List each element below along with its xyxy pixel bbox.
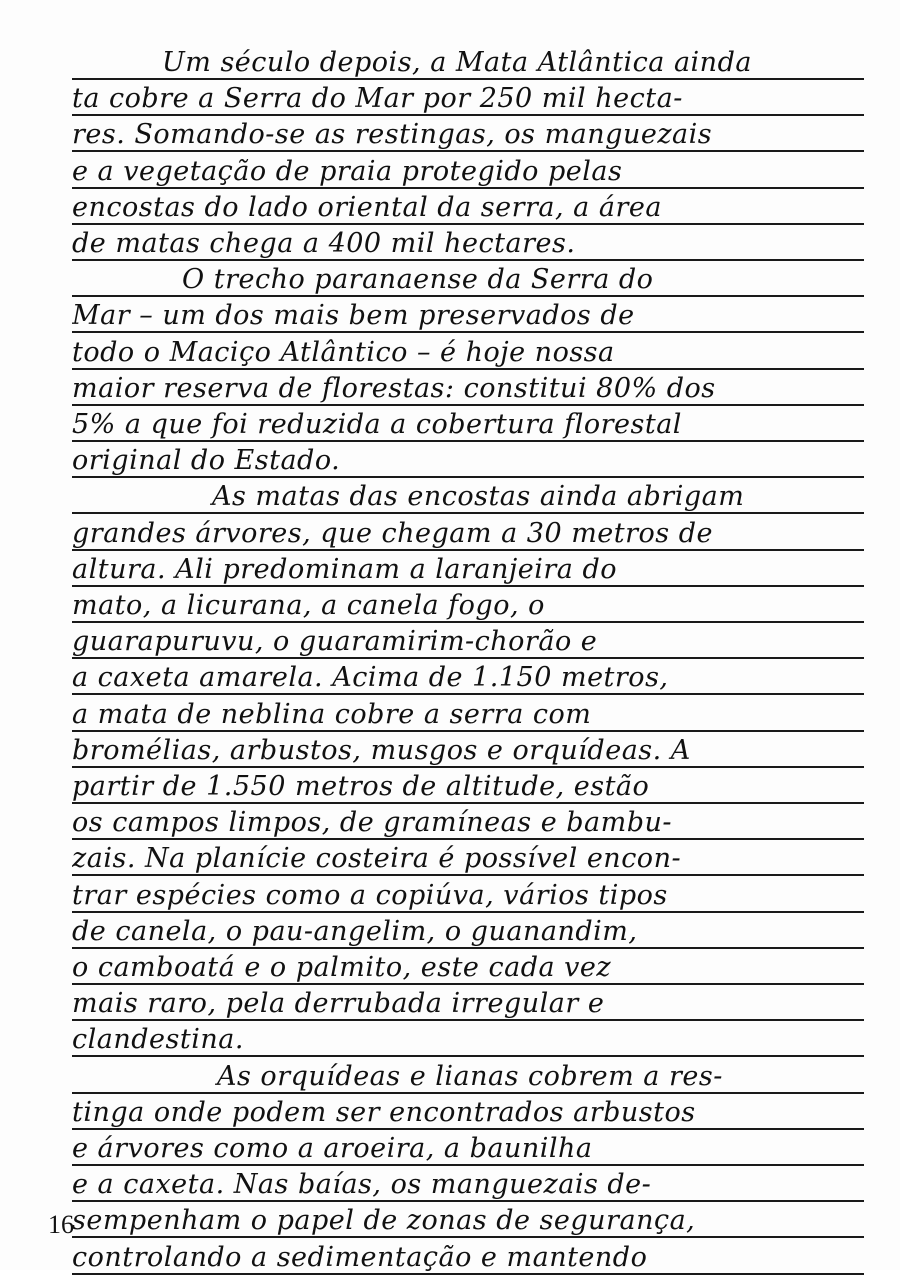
page-number: 16 xyxy=(48,1210,74,1239)
handwritten-line: Mar – um dos mais bem preservados de xyxy=(72,300,635,331)
handwritten-line: zais. Na planície costeira é possível encon- xyxy=(72,843,682,874)
handwritten-line: de matas chega a 400 mil hectares. xyxy=(72,228,576,259)
handwritten-line: mais raro, pela derrubada irregular e xyxy=(72,988,605,1019)
handwritten-line: clandestina. xyxy=(72,1024,244,1055)
handwritten-line: a mata de neblina cobre a serra com xyxy=(72,699,592,730)
handwritten-line: ta cobre a Serra do Mar por 250 mil hecta- xyxy=(72,83,683,114)
handwritten-line: e a vegetação de praia protegido pelas xyxy=(72,156,623,187)
handwritten-line: sempenham o papel de zonas de segurança, xyxy=(72,1205,696,1236)
handwritten-line: altura. Ali predominam a laranjeira do xyxy=(72,554,618,585)
handwritten-line: 5% a que foi reduzida a cobertura florestal xyxy=(72,409,682,440)
handwritten-line: todo o Maciço Atlântico – é hoje nossa xyxy=(72,337,615,368)
handwritten-line: mato, a licurana, a canela fogo, o xyxy=(72,590,545,621)
handwritten-line: O trecho paranaense da Serra do xyxy=(182,264,654,295)
handwritten-line: As orquídeas e lianas cobrem a res- xyxy=(217,1061,723,1092)
handwritten-line: os campos limpos, de gramíneas e bambu- xyxy=(72,807,673,838)
handwritten-line: partir de 1.550 metros de altitude, estão xyxy=(72,771,650,802)
handwritten-line: trar espécies como a copiúva, vários tipos xyxy=(72,880,668,911)
handwritten-line: Um século depois, a Mata Atlântica ainda xyxy=(162,47,752,78)
handwritten-line: controlando a sedimentação e mantendo xyxy=(72,1242,648,1273)
handwritten-line: As matas das encostas ainda abrigam xyxy=(212,481,745,512)
handwritten-line: e a caxeta. Nas baías, os manguezais de- xyxy=(72,1169,652,1200)
handwritten-line: guarapuruvu, o guaramirim-chorão e xyxy=(72,626,598,657)
handwritten-line: original do Estado. xyxy=(72,445,341,476)
handwritten-line: maior reserva de florestas: constitui 80% dos xyxy=(72,373,716,404)
handwritten-line: tinga onde podem ser encontrados arbustos xyxy=(72,1097,696,1128)
handwritten-line: o camboatá e o palmito, este cada vez xyxy=(72,952,612,983)
handwritten-line: de canela, o pau-angelim, o guanandim, xyxy=(72,916,638,947)
handwritten-line: a caxeta amarela. Acima de 1.150 metros, xyxy=(72,662,669,693)
handwritten-line: res. Somando-se as restingas, os manguezais xyxy=(72,119,713,150)
handwritten-line: encostas do lado oriental da serra, a área xyxy=(72,192,662,223)
handwritten-line: e árvores como a aroeira, a baunilha xyxy=(72,1133,593,1164)
handwritten-line: grandes árvores, que chegam a 30 metros de xyxy=(72,518,713,549)
handwritten-line: bromélias, arbustos, musgos e orquídeas. A xyxy=(72,735,691,766)
